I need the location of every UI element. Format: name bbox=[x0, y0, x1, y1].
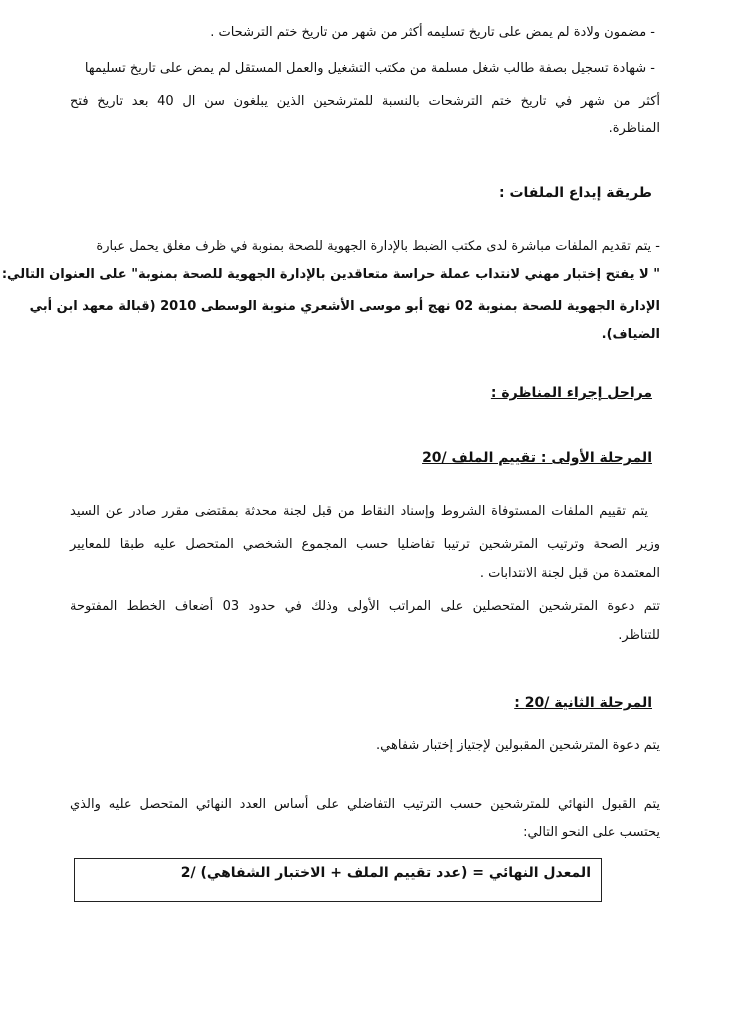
stage1-line: المعتمدة من قبل لجنة الانتدابات . bbox=[479, 566, 660, 581]
stage2-heading: المرحلة الثانية /20 : bbox=[514, 695, 652, 711]
stage1-line: يتم تقييم الملفات المستوفاة الشروط وإسناد النقاط من قبل لجنة محدثة بمقتضى مقرر صادر عن السيد bbox=[70, 504, 648, 519]
stage2-line: يتم دعوة المترشحين المقبولين لإجتياز إختبار شفاهي. bbox=[376, 738, 660, 753]
registration-certificate-item-end: المناظرة. bbox=[608, 121, 660, 136]
deposit-address-end: الضياف). bbox=[601, 327, 660, 342]
stages-heading: مراحل إجراء المناظرة : bbox=[490, 385, 652, 401]
stage2-line: يتم القبول النهائي للمترشحين حسب الترتيب التفاضلي على أساس العدد النهائي المتحصل عليه والذي bbox=[70, 797, 660, 812]
registration-certificate-item-cont: أكثر من شهر في تاريخ ختم الترشحات بالنسبة للمترشحين الذين يبلغون سن ال 40 بعد تاريخ فتح bbox=[70, 94, 661, 109]
stage2-line: يحتسب على النحو التالي: bbox=[523, 825, 660, 840]
stage1-line: تتم دعوة المترشحين المتحصلين على المراتب الأولى وذلك في حدود 03 أضعاف الخطط المفتوحة bbox=[70, 599, 660, 614]
registration-certificate-item: - شهادة تسجيل بصفة طالب شغل مسلمة من مكتب التشغيل والعمل المستقل لم يمض على تاريخ تسليمها bbox=[84, 61, 655, 76]
birth-certificate-item: - مضمون ولادة لم يمض على تاريخ تسليمه أكثر من شهر من تاريخ ختم الترشحات . bbox=[210, 25, 655, 40]
deposit-line: " لا يفتح إختبار مهني لانتداب عملة حراسة متعاقدين بالإدارة الجهوية للصحة بمنوبة" على العنوان التالي: bbox=[1, 267, 660, 282]
deposit-heading: طريقة إيداع الملفات : bbox=[498, 185, 652, 201]
final-grade-formula-box bbox=[74, 858, 602, 902]
deposit-address: الإدارة الجهوية للصحة بمنوبة 02 نهج أبو موسى الأشعري منوبة الوسطى 2010 (قبالة معهد ابن أبي bbox=[29, 299, 660, 314]
deposit-line: - يتم تقديم الملفات مباشرة لدى مكتب الضبط بالإدارة الجهوية للصحة بمنوبة في ظرف مغلق يحمل عبارة bbox=[96, 239, 660, 254]
stage1-line: للتناظر. bbox=[618, 628, 660, 643]
stage1-line: وزير الصحة وترتيب المترشحين ترتيبا تفاضليا حسب المجموع الشخصي المتحصل عليه طبقا للمعايير bbox=[70, 537, 660, 552]
stage1-heading: المرحلة الأولى : تقييم الملف /20 bbox=[422, 450, 652, 466]
final-grade-formula: المعدل النهائي = (عدد تقييم الملف + الاختبار الشفاهي) /2 bbox=[180, 865, 591, 881]
